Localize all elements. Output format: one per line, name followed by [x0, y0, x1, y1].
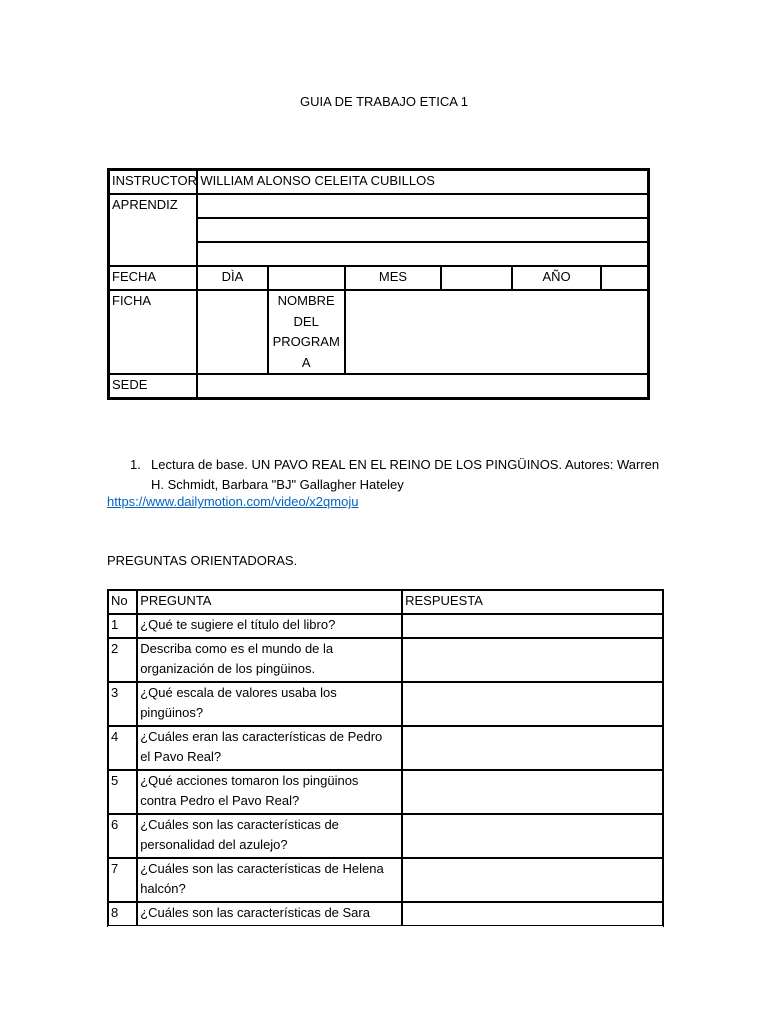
instructor-value: WILLIAM ALONSO CELEITA CUBILLOS [197, 170, 648, 194]
question-line: halcón? [140, 881, 186, 896]
programa-label-line: NOMBRE [277, 293, 335, 308]
question-line: contra Pedro el Pavo Real? [140, 793, 300, 808]
answer-cell[interactable] [402, 770, 663, 814]
question-line: personalidad del azulejo? [140, 837, 288, 852]
programa-field[interactable] [345, 290, 648, 374]
info-table [108, 169, 649, 399]
aprendiz-label: APRENDIZ [109, 194, 197, 266]
question-line: Describa como es el mundo de la [140, 641, 334, 656]
question-text [137, 814, 402, 858]
question-text [137, 682, 402, 726]
row-number: 1 [108, 614, 137, 638]
ficha-field[interactable] [197, 290, 267, 374]
question-line: ¿Qué acciones tomaron los pingüinos [140, 773, 359, 788]
info-table-frame [107, 168, 650, 400]
programa-label-line: PROGRAM [272, 334, 340, 349]
row-number: 2 [108, 638, 137, 682]
aprendiz-field-1[interactable] [197, 194, 648, 218]
dia-label: DÌA [197, 266, 267, 290]
header-pregunta: PREGUNTA [137, 590, 402, 614]
programa-label [268, 290, 345, 374]
answer-cell[interactable] [402, 682, 663, 726]
question-text [137, 902, 402, 926]
ano-label: AÑO [512, 266, 600, 290]
sede-label: SEDE [109, 374, 197, 398]
question-text [137, 858, 402, 902]
programa-label-line: DEL [293, 313, 319, 329]
question-line: el Pavo Real? [140, 749, 222, 764]
question-text [137, 614, 402, 638]
answer-cell[interactable] [402, 638, 663, 682]
question-text [137, 638, 402, 682]
questions-table [108, 590, 663, 926]
question-line: ¿Qué te sugiere el título del libro? [140, 617, 336, 632]
row-number: 6 [108, 814, 137, 858]
reading-text-line: H. Schmidt, Barbara "BJ" Gallagher Hateley [151, 476, 404, 492]
question-line: ¿Cuáles son las características de [140, 817, 339, 832]
sede-field[interactable] [197, 374, 648, 398]
question-text [137, 726, 402, 770]
row-number: 3 [108, 682, 137, 726]
reading-number: 1. [130, 457, 141, 472]
question-text [137, 770, 402, 814]
row-number: 5 [108, 770, 137, 814]
aprendiz-field-3[interactable] [197, 242, 648, 266]
ficha-label: FICHA [109, 290, 197, 374]
programa-label-line: A [301, 354, 311, 370]
question-line: pingüinos? [140, 705, 204, 720]
video-link[interactable]: https://www.dailymotion.com/video/x2qmoju [107, 494, 359, 509]
dia-field[interactable] [268, 266, 345, 290]
page-title: GUIA DE TRABAJO ETICA 1 [299, 94, 469, 109]
questions-heading: PREGUNTAS ORIENTADORAS. [107, 553, 298, 568]
row-number: 7 [108, 858, 137, 902]
answer-cell[interactable] [402, 726, 663, 770]
answer-cell[interactable] [402, 614, 663, 638]
row-number: 8 [108, 902, 137, 926]
header-respuesta: RESPUESTA [402, 590, 663, 614]
question-line: ¿Cuáles son las características de Helena [140, 861, 384, 876]
questions-table-frame [107, 589, 664, 927]
reading-text-line: Lectura de base. UN PAVO REAL EN EL REINO DE LOS PINGÜINOS. Autores: Warren [151, 457, 660, 472]
reading-item [130, 455, 670, 494]
ano-field[interactable] [601, 266, 648, 290]
header-no: No [108, 590, 137, 614]
aprendiz-field-2[interactable] [197, 218, 648, 242]
fecha-label: FECHA [109, 266, 197, 290]
mes-label: MES [345, 266, 441, 290]
answer-cell[interactable] [402, 902, 663, 926]
question-line: ¿Cuáles son las características de Sara [140, 905, 370, 920]
answer-cell[interactable] [402, 814, 663, 858]
question-line: organización de los pingüinos. [140, 661, 316, 676]
instructor-label: INSTRUCTOR [109, 170, 197, 194]
question-line: ¿Cuáles eran las características de Pedro [140, 729, 383, 744]
answer-cell[interactable] [402, 858, 663, 902]
question-line: ¿Qué escala de valores usaba los [140, 685, 337, 700]
row-number: 4 [108, 726, 137, 770]
mes-field[interactable] [441, 266, 512, 290]
